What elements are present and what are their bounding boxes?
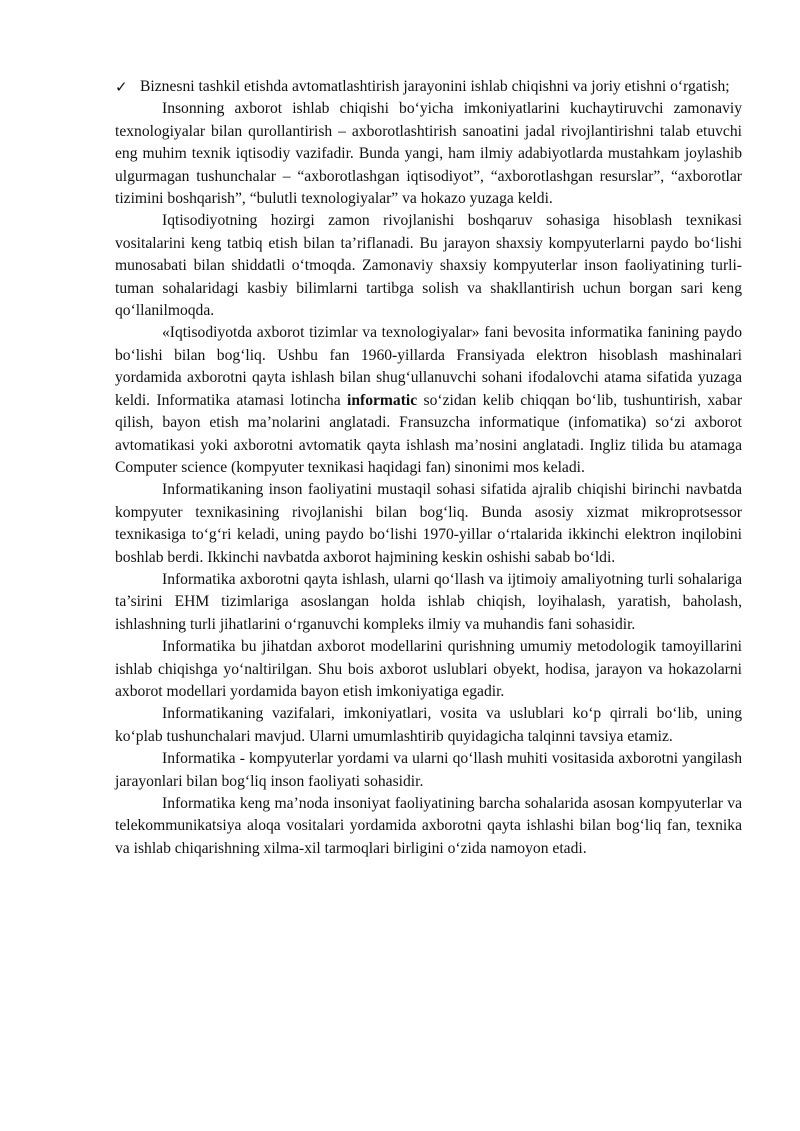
paragraph-1: Insonning axborot ishlab chiqishi bo‘yicha imkoniyatlarini kuchaytiruvchi zamonaviy texnologiyalar bilan qurollantirish – axborotlashtirish sanoatini jadal rivojlantirishni talab etuvchi eng muhim texnik iqtisodiy vazifadir. Bunda yangi, ham ilmiy adabiyotlarda mustahkam joylashib ulgurmagan tushunchalar – “axborotlashgan iqtisodiyot”, “axborotlashgan resurslar”, “axborotlar tizimini boshqarish”, “bulutli texnologiyalar” va hokazo yuzaga keldi.: [115, 100, 742, 208]
paragraph-4: Informatikaning inson faoliyatini mustaqil sohasi sifatida ajralib chiqishi birinchi navbatda kompyuter texnikasining rivojlanishi bilan bog‘liq. Bunda asosiy xizmat mikroprotsessor texnikasiga to‘g‘ri keladi, uning paydo bo‘lishi 1970-yillar o‘rtalarida ikkinchi elektron inqilobini boshlab berdi. Ikkinchi navbatda axborot hajmining keskin oshishi sabab bo‘ldi.: [115, 481, 742, 566]
paragraph-2: Iqtisodiyotning hozirgi zamon rivojlanishi boshqaruv sohasiga hisoblash texnikasi vositalarini keng tatbiq etish bilan ta’riflanadi. Bu jarayon shaxsiy kompyuterlarni paydo bo‘lishi munosabati bilan shiddatli o‘tmoqda. Zamonaviy shaxsiy kompyuterlar inson faoliyatining turli-tuman sohalaridagi kasbiy bilimlarni tartibga solish va shakllantirish uchun borgan sari keng qo‘llanilmoqda.: [115, 212, 742, 320]
paragraph-6: Informatika bu jihatdan axborot modellarini qurishning umumiy metodologik tamoyillarini ishlab chiqishga yo‘naltirilgan. Shu bois axborot uslublari obyekt, hodisa, jarayon va hokazolarni axborot modellari yordamida bayon etish imkoniyatiga egadir.: [115, 638, 742, 700]
bullet-text: Biznesni tashkil etishda avtomatlashtirish jarayonini ishlab chiqishni va joriy etishni o‘rgatish;: [140, 78, 730, 95]
paragraph-5: Informatika axborotni qayta ishlash, ularni qo‘llash va ijtimoiy amaliyotning turli sohalariga ta’sirini EHM tizimlariga asoslangan holda ishlab chiqish, loyihalash, yaratish, baholash, ishlashning turli jihatlarini o‘rganuvchi kompleks ilmiy va muhandis fani sohasidir.: [115, 570, 742, 633]
paragraph-8: Informatika - kompyuterlar yordami va ularni qo‘llash muhiti vositasida axborotni yangilash jarayonlari bilan bog‘liq inson faoliyati sohasidir.: [115, 750, 742, 790]
paragraph-3: [115, 322, 742, 479]
bullet-item: [115, 76, 742, 98]
paragraph-3-text-a: «Iqtisodiyotda axborot tizimlar va texnologiyalar» fani bevosita informatika fanining paydo bo‘lishi bilan bog‘liq. Ushbu fan 1960-yillarda Fransiyada elektron hisoblash mashinalari yordamida axborotni qayta ishlash bilan shug‘ullanuvchi sohani ifodalovchi atama sifatida yuzaga keldi. Informatika atamasi lotincha: [115, 324, 742, 409]
paragraph-9: Informatika keng ma’noda insoniyat faoliyatining barcha sohalarida asosan kompyuterlar va telekommunikatsiya aloqa vositalari yordamida axborotni qayta ishlashi bilan bog‘liq fan, texnika va ishlab chiqarishning xilma-xil tarmoqlari birligini o‘zida namoyon etadi.: [115, 795, 742, 857]
paragraph-7: Informatikaning vazifalari, imkoniyatlari, vosita va uslublari ko‘p qirrali bo‘lib, uning ko‘plab tushunchalari mavjud. Ularni umumlashtirib quyidagicha talqinni tavsiya etamiz.: [115, 705, 742, 745]
term-informatic: informatic: [347, 391, 418, 409]
paragraph-3-text-b: so‘zidan kelib chiqqan bo‘lib, tushuntirish, xabar qilish, bayon etish ma’nolarini anglatadi. Fransuzcha informatique (infomatika) so‘zi axborot avtomatikasi yoki axborotni avtomatik qayta ishlash ma’nosini anglatadi. Ingliz tilida bu atamaga Computer science (kompyuter texnikasi haqidagi fan) sinonimi mos keladi.: [115, 391, 743, 476]
document-page: [115, 76, 742, 860]
checkmark-icon: ✓: [115, 78, 128, 96]
